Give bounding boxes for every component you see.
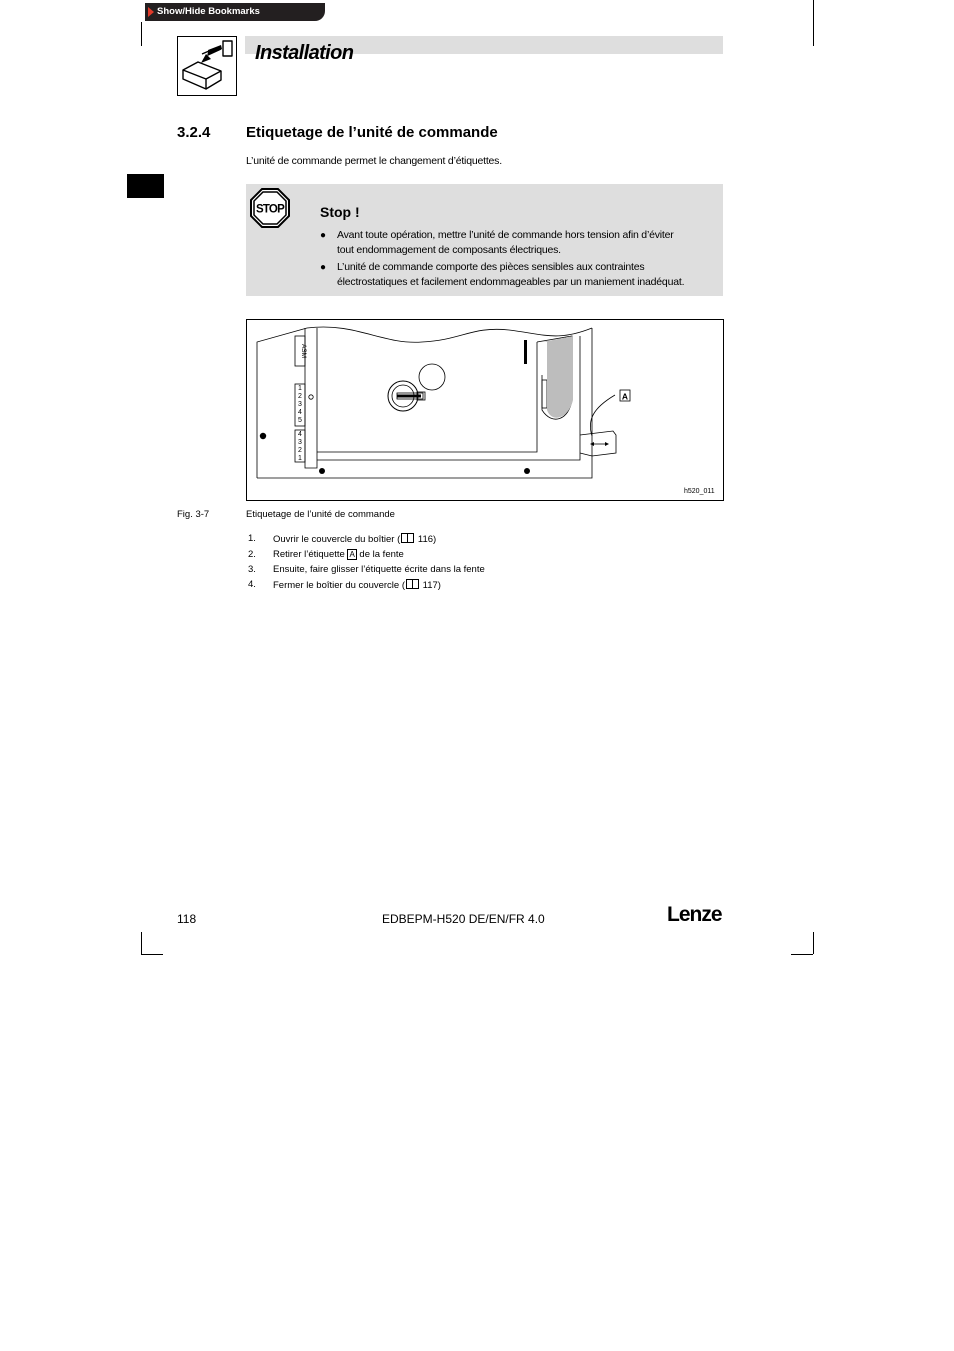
terminal-label: 2 <box>298 393 302 400</box>
section-number: 3.2.4 <box>177 124 211 141</box>
control-unit-diagram <box>247 320 723 500</box>
show-hide-bookmarks-button[interactable] <box>145 3 325 21</box>
page-title: Installation <box>255 42 354 64</box>
panel-label: ASM <box>300 343 307 359</box>
stop-sign-icon <box>250 188 290 228</box>
stop-bullet-2 <box>337 260 717 290</box>
stop-bullet-2-line-2: électrostatiques et facilement endommageables par un maniement inadéquat. <box>337 276 685 288</box>
figure-code: h520_011 <box>684 488 715 495</box>
page-number: 118 <box>177 912 197 926</box>
book-icon <box>401 533 414 543</box>
step-text: Ensuite, faire glisser l’étiquette écrite dans la fente <box>273 564 485 575</box>
triangle-right-icon <box>148 7 154 17</box>
step-2 <box>273 549 404 560</box>
crop-mark-bottom-left-h <box>141 954 163 955</box>
step-number: 1. <box>248 533 256 544</box>
bullet-dot-icon: ● <box>320 230 327 241</box>
step-1 <box>273 533 436 545</box>
terminal-label: 4 <box>298 409 302 416</box>
step-text: Fermer le boîtier du couvercle ( <box>273 580 405 591</box>
figure-caption: Etiquetage de l’unité de commande <box>246 509 395 520</box>
bookmarks-toggle-label: Show/Hide Bookmarks <box>157 6 260 17</box>
stop-bullet-1-line-2: tout endommagement de composants électriques. <box>337 244 561 256</box>
crop-mark-bottom-right-h <box>791 954 813 955</box>
terminal-label: 4 <box>298 431 302 438</box>
terminal-label: 3 <box>298 439 302 446</box>
stop-bullet-1 <box>337 228 717 258</box>
stop-bullet-1-line-1: Avant toute opération, mettre l’unité de commande hors tension afin d’éviter <box>337 229 674 241</box>
crop-mark-bottom-left-v <box>141 932 142 954</box>
section-title: Etiquetage de l’unité de commande <box>246 124 498 141</box>
crop-mark-bottom-right-v <box>813 932 814 954</box>
book-icon <box>406 579 419 589</box>
step-text: Ouvrir le couvercle du boîtier ( <box>273 534 401 545</box>
step-number: 3. <box>248 564 256 575</box>
callout-ref: A <box>349 550 355 559</box>
callout-label: A <box>621 391 629 402</box>
figure-label: Fig. 3-7 <box>177 509 210 520</box>
step-3 <box>273 564 485 575</box>
language-tab-marker <box>127 174 164 198</box>
intro-paragraph: L’unité de commande permet le changement d’étiquettes. <box>246 155 502 167</box>
crop-mark-top-right <box>813 0 814 46</box>
step-page-ref: 116) <box>415 534 437 545</box>
stop-sign-text: STOP <box>256 203 284 216</box>
installation-box-icon <box>177 36 237 96</box>
terminal-label: 3 <box>298 401 302 408</box>
step-number: 4. <box>248 579 256 590</box>
terminal-label: 5 <box>298 417 302 424</box>
terminal-label: 1 <box>298 385 302 392</box>
step-number: 2. <box>248 549 256 560</box>
step-4 <box>273 579 441 591</box>
stop-bullet-2-line-1: L’unité de commande comporte des pièces sensibles aux contraintes <box>337 261 645 273</box>
lenze-logo: Lenze <box>667 903 722 926</box>
crop-mark-top-left <box>141 22 142 46</box>
step-page-ref: 117) <box>420 580 441 591</box>
step-text: Retirer l’étiquette <box>273 549 348 560</box>
stop-title: Stop ! <box>320 204 360 220</box>
step-text-end: de la fente <box>356 549 404 560</box>
terminal-label: 2 <box>298 447 302 454</box>
bullet-dot-icon: ● <box>320 262 327 273</box>
terminal-label: 1 <box>298 455 302 462</box>
document-id: EDBEPM-H520 DE/EN/FR 4.0 <box>382 912 545 926</box>
